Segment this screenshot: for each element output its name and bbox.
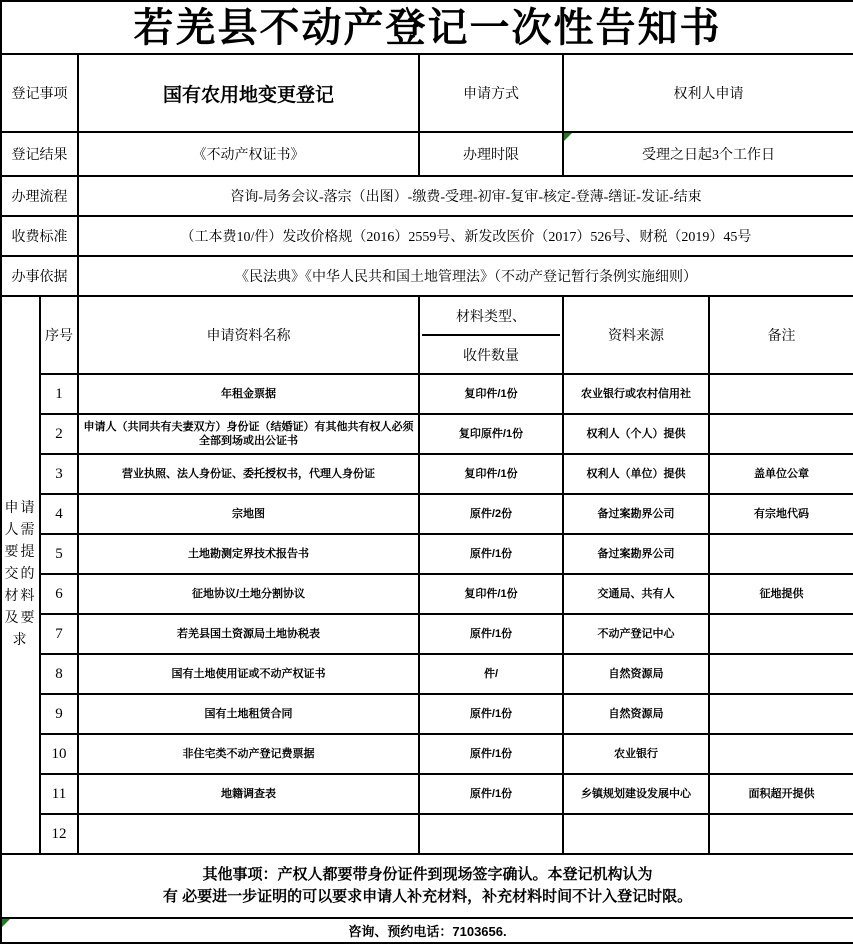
material-row: [1, 774, 853, 814]
row-type: [419, 814, 563, 854]
row-source: [563, 814, 709, 854]
row-no: 5: [40, 534, 78, 574]
row-no: 1: [40, 374, 78, 414]
row-source: 自然资源局: [563, 654, 709, 694]
cell-error-marker-icon: [564, 133, 572, 141]
row-source: 权利人（个人）提供: [563, 414, 709, 454]
apply-method-value: 权利人申请: [563, 54, 853, 132]
row-source: 交通局、共有人: [563, 574, 709, 614]
row-source: 不动产登记中心: [563, 614, 709, 654]
row-no: 8: [40, 654, 78, 694]
row-name: 宗地图: [78, 494, 419, 534]
row-name: 征地协议/土地分割协议: [78, 574, 419, 614]
reg-result-value: 《不动产权证书》: [78, 132, 419, 176]
col-header-type: [419, 296, 563, 374]
row-type: 原件/1份: [419, 614, 563, 654]
other-items-line1: 其他事项：产权人都要带身份证件到现场签字确认。本登记机构认为: [202, 866, 653, 883]
material-row: [1, 414, 853, 454]
row-source: 乡镇规划建设发展中心: [563, 774, 709, 814]
row-no: 12: [40, 814, 78, 854]
row-type: 原件/1份: [419, 774, 563, 814]
row-note: [709, 414, 853, 454]
apply-method-label: 申请方式: [419, 54, 563, 132]
footer-phone-text: 咨询、预约电话：7103656.: [348, 924, 507, 939]
col-header-type-line2: 收件数量: [463, 348, 519, 364]
row-no: 10: [40, 734, 78, 774]
row-name: 地籍调查表: [78, 774, 419, 814]
basis-label: 办事依据: [1, 256, 78, 296]
other-items-cell: [1, 854, 853, 918]
row-note: 征地提供: [709, 574, 853, 614]
row-note: [709, 734, 853, 774]
footer-cell: [1, 918, 853, 943]
row-no: 2: [40, 414, 78, 454]
row-note: 盖单位公章: [709, 454, 853, 494]
row-no: 3: [40, 454, 78, 494]
row-source: 备过案勘界公司: [563, 494, 709, 534]
row-type: 原件/2份: [419, 494, 563, 534]
material-row: [1, 654, 853, 694]
basis-value: 《民法典》《中华人民共和国土地管理法》（不动产登记暂行条例实施细则）: [78, 256, 853, 296]
fee-value: （工本费10/件）发改价格规（2016）2559号、新发改医价（2017）526号、财税（2019）45号: [78, 216, 853, 256]
row-no: 4: [40, 494, 78, 534]
fee-label: 收费标准: [1, 216, 78, 256]
row-type: 件/: [419, 654, 563, 694]
row-type: 原件/1份: [419, 734, 563, 774]
row-source: 自然资源局: [563, 694, 709, 734]
sidebar-label-cell: [1, 296, 40, 854]
col-header-no: 序号: [40, 296, 78, 374]
row-no: 7: [40, 614, 78, 654]
material-row: [1, 734, 853, 774]
row-note: [709, 814, 853, 854]
process-value: 咨询-局务会议-落宗（出图）-缴费-受理-初审-复审-核定-登薄-缮证-发证-结束: [78, 176, 853, 216]
row-type: 原件/1份: [419, 694, 563, 734]
col-header-type-line1: 材料类型、: [422, 297, 560, 336]
row-source: 农业银行: [563, 734, 709, 774]
row-source: 权利人（单位）提供: [563, 454, 709, 494]
row-name: 国有土地租赁合同: [78, 694, 419, 734]
material-row: [1, 694, 853, 734]
material-row: [1, 614, 853, 654]
material-row: [1, 814, 853, 854]
material-row: [1, 374, 853, 414]
row-name: 申请人（共同共有夫妻双方）身份证（结婚证）有其他共有权人必须全部到场或出公证书: [78, 414, 419, 454]
row-note: [709, 374, 853, 414]
reg-item-label: 登记事项: [1, 54, 78, 132]
material-row: [1, 574, 853, 614]
reg-item-value: 国有农用地变更登记: [78, 54, 419, 132]
material-row: [1, 494, 853, 534]
row-name: 非住宅类不动产登记费票据: [78, 734, 419, 774]
row-note: [709, 654, 853, 694]
row-type: 复印件/1份: [419, 374, 563, 414]
row-no: 11: [40, 774, 78, 814]
row-source: 农业银行或农村信用社: [563, 374, 709, 414]
row-note: [709, 694, 853, 734]
row-type: 原件/1份: [419, 534, 563, 574]
material-row: [1, 534, 853, 574]
sidebar-label: 申请人需要提交的材料及要求: [4, 501, 37, 648]
cell-error-marker-icon: [2, 919, 10, 927]
time-limit-value-cell: [563, 132, 853, 176]
time-limit-label: 办理时限: [419, 132, 563, 176]
other-items-line2: 有 必要进一步证明的可以要求申请人补充材料，补充材料时间不计入登记时限。: [162, 888, 693, 905]
col-header-note: 备注: [709, 296, 853, 374]
row-no: 6: [40, 574, 78, 614]
row-name: 营业执照、法人身份证、委托授权书，代理人身份证: [78, 454, 419, 494]
row-name: [78, 814, 419, 854]
process-label: 办理流程: [1, 176, 78, 216]
row-name: 若羌县国土资源局土地协税表: [78, 614, 419, 654]
row-name: 年租金票据: [78, 374, 419, 414]
row-name: 土地勘测定界技术报告书: [78, 534, 419, 574]
col-header-name: 申请资料名称: [78, 296, 419, 374]
row-source: 备过案勘界公司: [563, 534, 709, 574]
row-no: 9: [40, 694, 78, 734]
row-note: 面积超开提供: [709, 774, 853, 814]
row-type: 复印件/1份: [419, 454, 563, 494]
col-header-source: 资料来源: [563, 296, 709, 374]
page-title: 若羌县不动产登记一次性告知书: [1, 1, 853, 54]
row-note: [709, 614, 853, 654]
row-name: 国有土地使用证或不动产权证书: [78, 654, 419, 694]
row-type: 复印件/1份: [419, 574, 563, 614]
row-type: 复印原件/1份: [419, 414, 563, 454]
material-row: [1, 454, 853, 494]
row-note: 有宗地代码: [709, 494, 853, 534]
time-limit-value: 受理之日起3个工作日: [642, 148, 775, 163]
row-note: [709, 534, 853, 574]
reg-result-label: 登记结果: [1, 132, 78, 176]
